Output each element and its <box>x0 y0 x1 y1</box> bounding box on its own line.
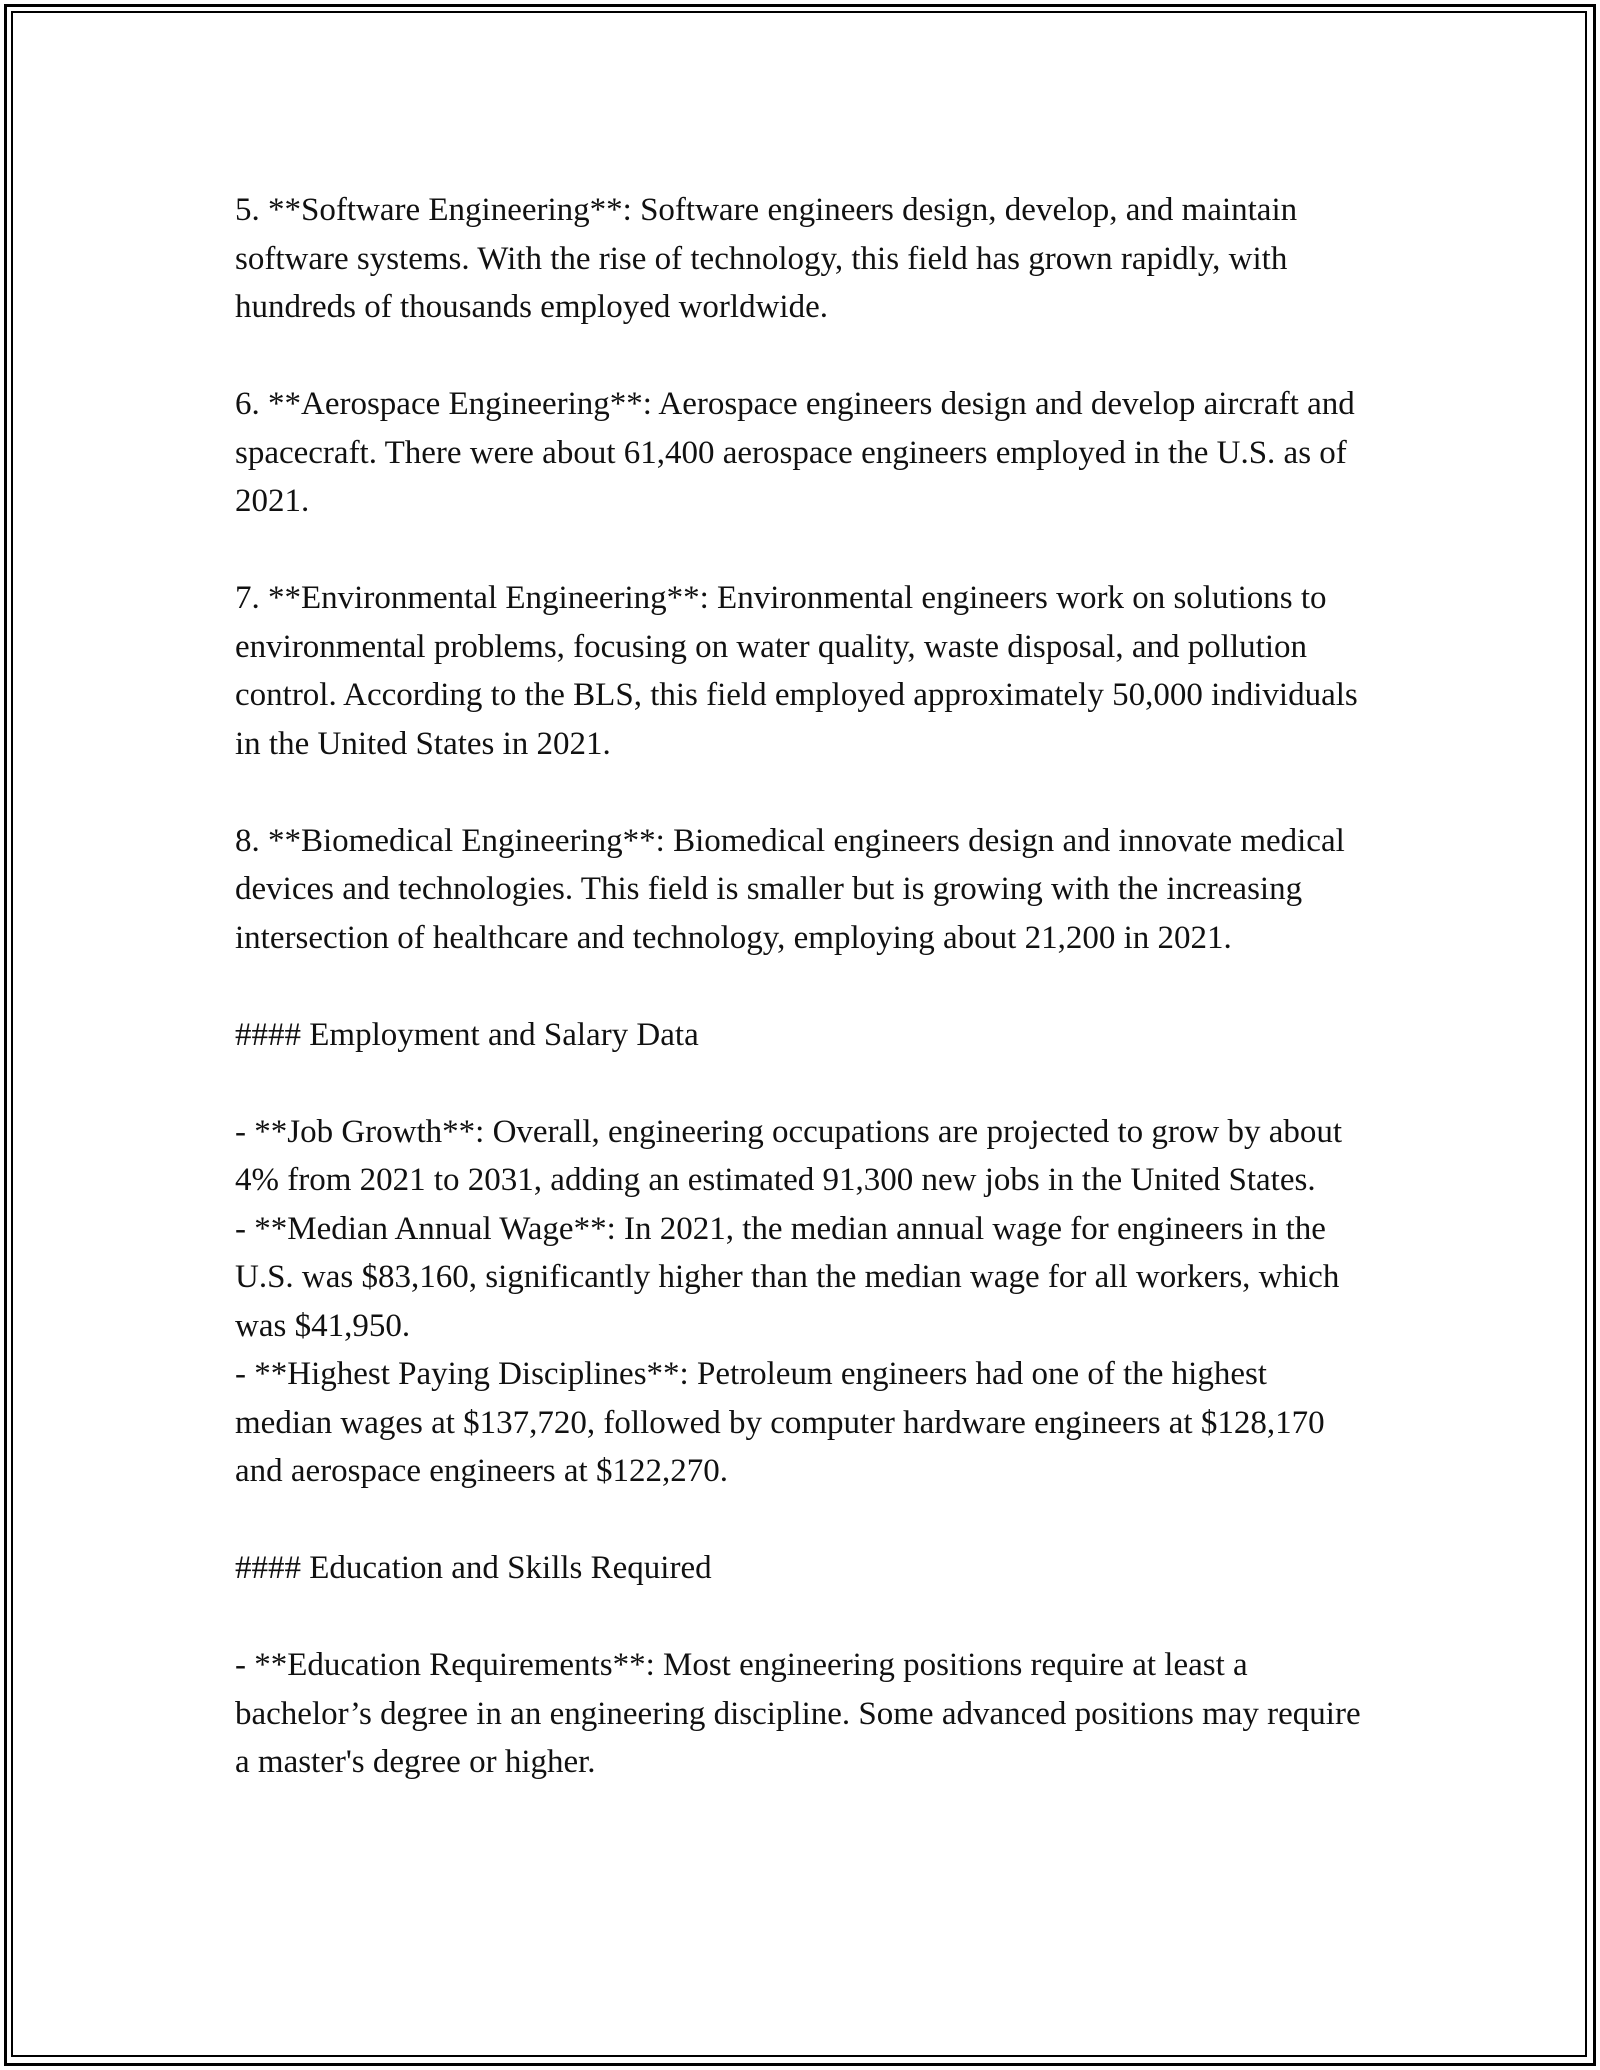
bullet-job-growth: - **Job Growth**: Overall, engineering occupations are projected to grow by about 4% from 2021 to 2031, adding an estimated 91,300 new jobs in the United States. <box>235 1113 1343 1198</box>
bullet-education-requirements: - **Education Requirements**: Most engineering positions require at least a bachelor’s degree in an engineering discipline. Some advanced positions may require a master's degree or higher. <box>235 1647 1361 1780</box>
bullet-highest-paying: - **Highest Paying Disciplines**: Petroleum engineers had one of the highest median wages at $137,720, followed by computer hardware engineers at $128,170 and aerospace engineers at $122,270. <box>235 1356 1325 1489</box>
paragraph-software-engineering: 5. **Software Engineering**: Software engineers design, develop, and maintain software systems. With the rise of technology, this field has grown rapidly, with hundreds of thousands employed worldwide. <box>235 192 1298 325</box>
heading-education-skills: #### Education and Skills Required <box>235 1550 712 1586</box>
bullet-median-annual-wage: - **Median Annual Wage**: In 2021, the median annual wage for engineers in the U.S. was $83,160, significantly higher than the median wage for all workers, which was $41,950. <box>235 1210 1340 1344</box>
paragraph-aerospace-engineering: 6. **Aerospace Engineering**: Aerospace engineers design and develop aircraft and spacecraft. There were about 61,400 aerospace engineers employed in the U.S. as of 2021. <box>235 386 1355 519</box>
document-body <box>235 186 1365 1787</box>
paragraph-environmental-engineering: 7. **Environmental Engineering**: Environmental engineers work on solutions to environmental problems, focusing on water quality, waste disposal, and pollution control. According to the BLS, this field employed approximately 50,000 individuals in the United States in 2021. <box>235 580 1358 762</box>
paragraph-biomedical-engineering: 8. **Biomedical Engineering**: Biomedical engineers design and innovate medical devices and technologies. This field is smaller but is growing with the increasing intersection of healthcare and technology, employing about 21,200 in 2021. <box>235 822 1345 956</box>
heading-employment-salary: #### Employment and Salary Data <box>235 1016 699 1053</box>
